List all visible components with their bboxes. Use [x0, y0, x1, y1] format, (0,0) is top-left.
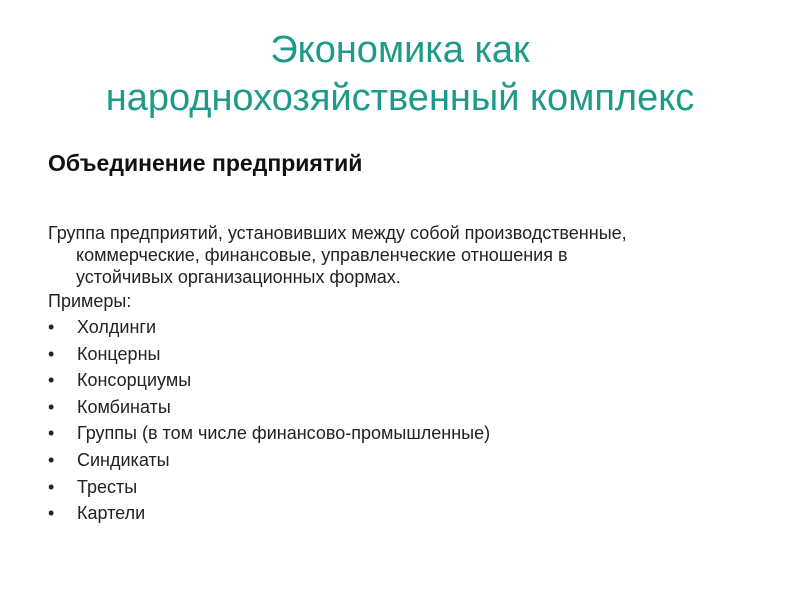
list-item-label: Группы (в том числе финансово-промышленные)	[77, 423, 491, 444]
list-item-label: Синдикаты	[77, 449, 170, 470]
list-item-label: Тресты	[77, 476, 138, 497]
bullet-icon: •	[48, 423, 55, 444]
bullet-icon: •	[48, 396, 55, 417]
examples-list	[48, 314, 490, 527]
bullet-icon: •	[48, 476, 55, 497]
bullet-icon: •	[48, 370, 55, 391]
slide-title-line-2: народнохозяйственный комплекс	[105, 77, 695, 119]
examples-label: Примеры:	[48, 291, 132, 311]
definition-line-2: коммерческие, финансовые, управленческие отношения в	[76, 245, 568, 265]
list-item	[48, 367, 490, 394]
slide-title	[0, 26, 800, 122]
definition-paragraph	[48, 222, 768, 288]
bullet-icon: •	[48, 343, 55, 364]
list-item	[48, 420, 490, 447]
list-item	[48, 314, 490, 341]
list-item-label: Картели	[77, 503, 146, 524]
bullet-icon: •	[48, 449, 55, 470]
list-item	[48, 447, 490, 474]
list-item	[48, 341, 490, 368]
section-heading: Объединение предприятий	[48, 150, 363, 176]
list-item-label: Холдинги	[77, 317, 157, 337]
definition-line-1: Группа предприятий, установивших между собой производственные,	[48, 223, 627, 243]
list-item	[48, 394, 490, 421]
bullet-icon: •	[48, 317, 55, 337]
list-item-label: Консорциумы	[77, 370, 192, 391]
list-item	[48, 474, 490, 501]
bullet-icon: •	[48, 503, 55, 524]
slide-title-line-1: Экономика как	[270, 29, 530, 71]
list-item-label: Комбинаты	[77, 396, 171, 417]
list-item-label: Концерны	[77, 343, 161, 364]
list-item	[48, 500, 490, 527]
definition-line-3: устойчивых организационных формах.	[76, 267, 401, 287]
